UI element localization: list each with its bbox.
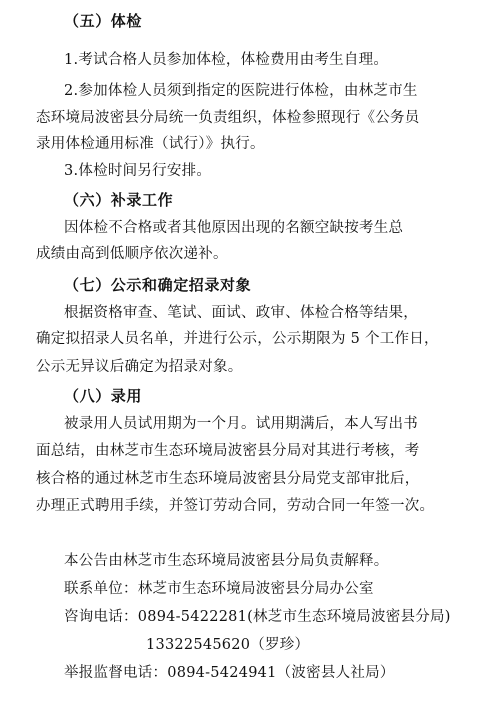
publicity-line-3: 公示无异议后确定为招录对象。 — [36, 359, 243, 375]
interpretation-note: 本公告由林芝市生态环境局波密县分局负责解释。 — [64, 553, 389, 569]
employment-line-4: 办理正式聘用手续，并签订劳动合同，劳动合同一年签一次。 — [36, 498, 435, 514]
publicity-line-2: 确定拟招录人员名单，并进行公示，公示期限为 5 个工作日， — [36, 331, 439, 347]
employment-line-3: 核合格的通过林芝市生态环境局波密县分局党支部审批后， — [36, 471, 420, 487]
employment-line-2: 面总结，由林芝市生态环境局波密县分局对其进行考核，考 — [36, 443, 420, 459]
contact-unit: 联系单位：林芝市生态环境局波密县分局办公室 — [64, 581, 374, 597]
inquiry-phone-2: 13322545620（罗珍） — [146, 637, 310, 653]
health-check-line-1: 1.考试合格人员参加体检，体检费用由考生自理。 — [64, 52, 389, 68]
replacement-line-2: 成绩由高到低顺序依次递补。 — [36, 246, 228, 262]
report-phone: 举报监督电话：0894-5424941（波密县人社局） — [64, 665, 395, 681]
health-check-line-4: 录用体检通用标准（试行）》执行。 — [36, 136, 265, 152]
section-heading-publicity: （七）公示和确定招录对象 — [64, 276, 252, 294]
health-check-line-2: 2.参加体检人员须到指定的医院进行体检，由林芝市生 — [64, 83, 418, 99]
section-heading-health-check: （五）体检 — [64, 12, 143, 30]
inquiry-phone: 咨询电话：0894-5422281(林芝市生态环境局波密县分局) — [64, 609, 451, 625]
section-heading-replacement: （六）补录工作 — [64, 191, 174, 209]
publicity-line-1: 根据资格审查、笔试、面试、政审、体检合格等结果， — [64, 305, 418, 321]
health-check-line-3: 态环境局波密县分局统一负责组织，体检参照现行《公务员 — [36, 110, 420, 126]
replacement-line-1: 因体检不合格或者其他原因出现的名额空缺按考生总 — [64, 220, 404, 236]
section-heading-employment: （八）录用 — [64, 387, 143, 405]
health-check-line-5: 3.体检时间另行安排。 — [64, 163, 212, 179]
employment-line-1: 被录用人员试用期为一个月。试用期满后，本人写出书 — [64, 416, 418, 432]
